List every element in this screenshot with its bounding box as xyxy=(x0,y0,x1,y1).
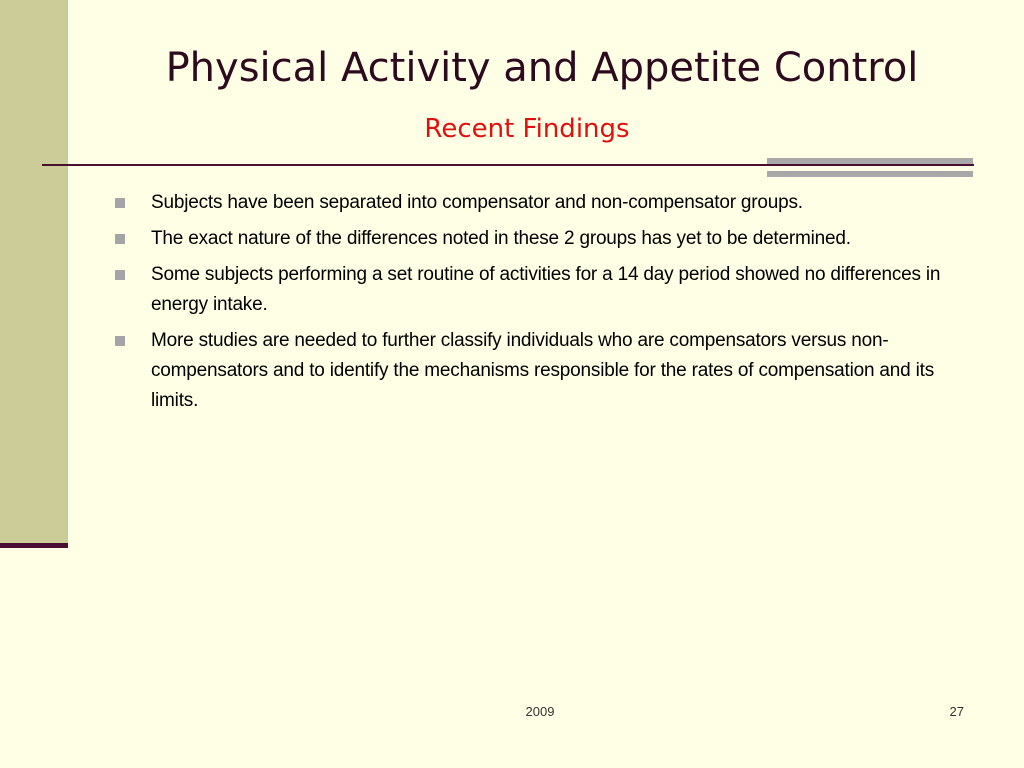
bullet-item xyxy=(114,326,964,416)
square-bullet-icon xyxy=(115,234,125,244)
bullet-item xyxy=(114,260,964,320)
accent-bar-top xyxy=(767,158,973,164)
footer-page-number: 27 xyxy=(949,704,964,719)
bullet-list xyxy=(114,188,964,422)
slide-title: Physical Activity and Appetite Control xyxy=(165,45,919,91)
slide-subtitle: Recent Findings xyxy=(424,114,630,144)
bullet-text: The exact nature of the differences noted in these 2 groups has yet to be determined. xyxy=(151,228,851,249)
divider-accent xyxy=(767,158,973,178)
bullet-item xyxy=(114,188,964,218)
square-bullet-icon xyxy=(115,198,125,208)
side-band-rule xyxy=(0,543,68,548)
footer-date: 2009 xyxy=(525,704,555,719)
square-bullet-icon xyxy=(115,336,125,346)
accent-bar-bottom xyxy=(767,171,973,177)
bullet-text: More studies are needed to further classify individuals who are compensators versus non-compensators and to identify the mechanisms responsible for the rates of compensation and its limits. xyxy=(151,330,934,411)
side-band xyxy=(0,0,68,545)
square-bullet-icon xyxy=(115,270,125,280)
bullet-item xyxy=(114,224,964,254)
bullet-text: Subjects have been separated into compensator and non-compensator groups. xyxy=(151,192,803,213)
bullet-text: Some subjects performing a set routine of activities for a 14 day period showed no differences in energy intake. xyxy=(151,264,941,315)
